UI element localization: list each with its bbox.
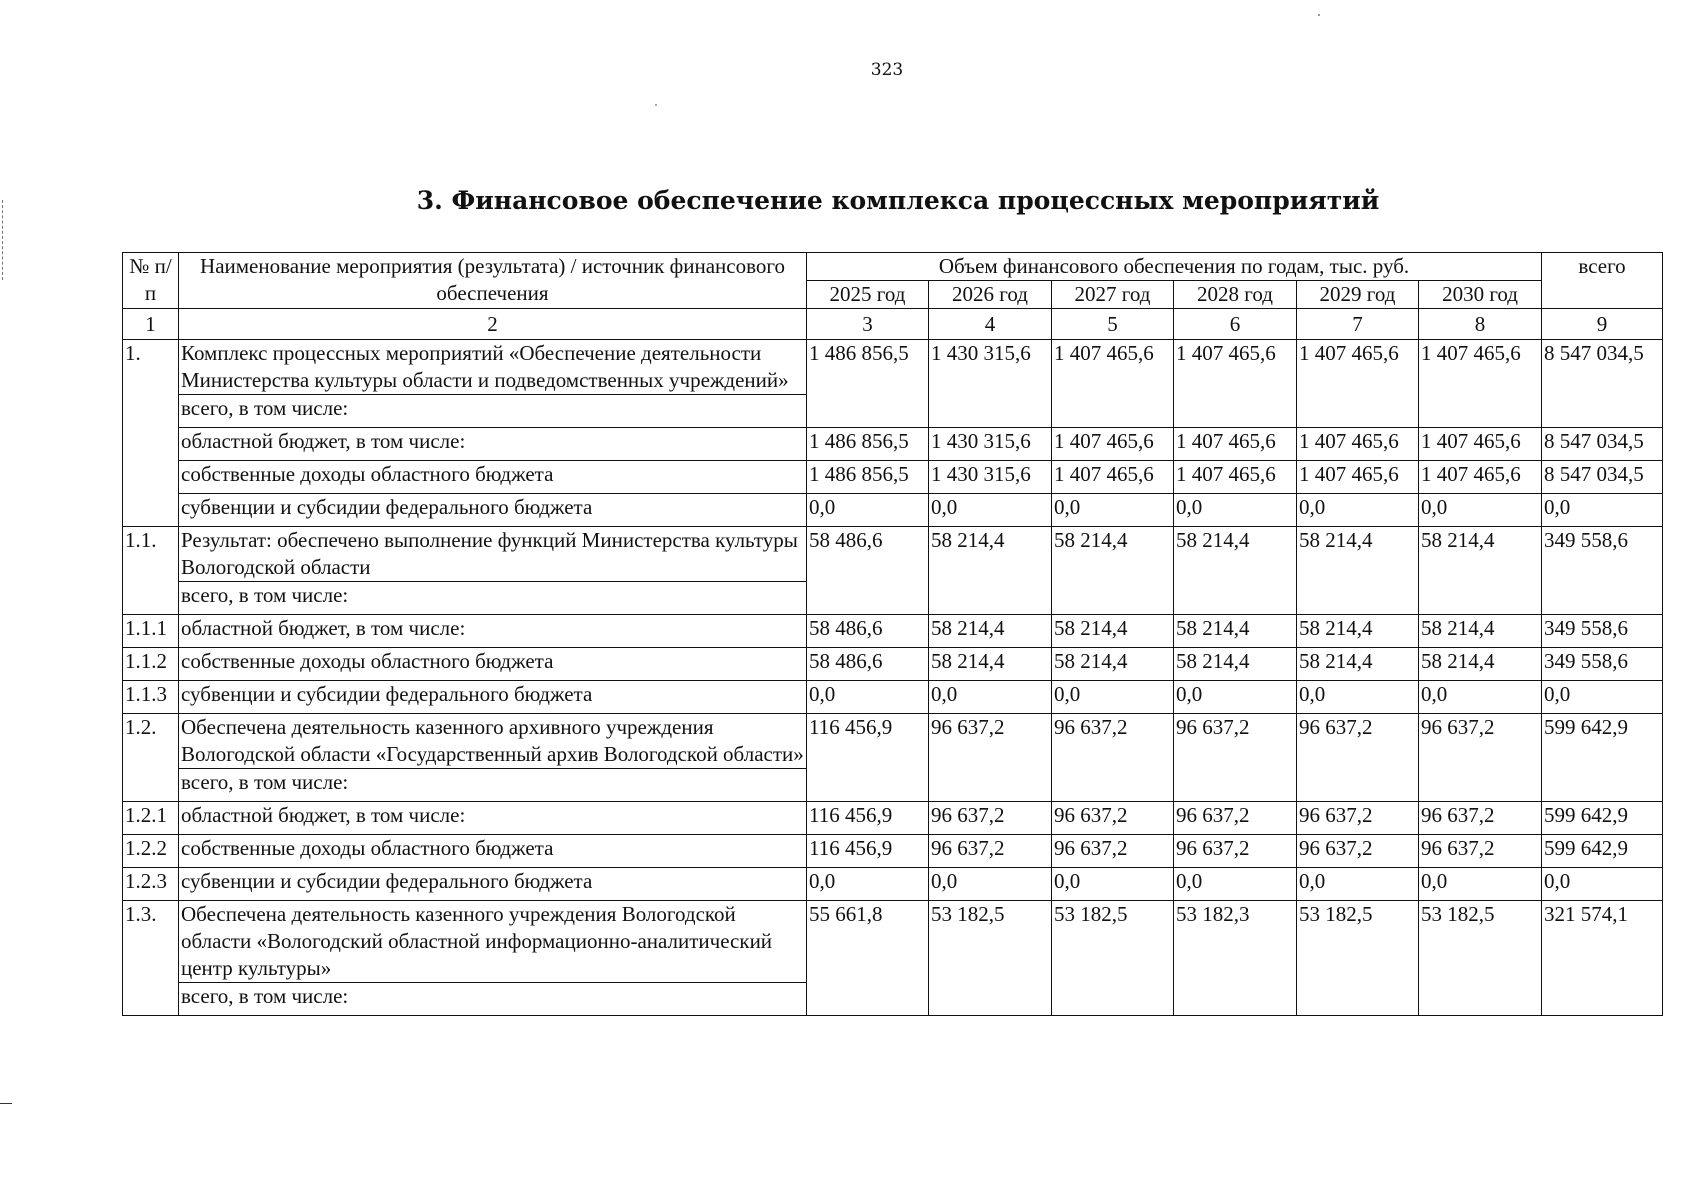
value-cell: 53 182,5 — [1297, 901, 1419, 1016]
column-number: 8 — [1419, 309, 1542, 340]
value-cell: 0,0 — [1542, 868, 1663, 901]
header-col-no: № п/п — [123, 253, 179, 309]
value-cell: 0,0 — [1297, 868, 1419, 901]
column-number: 2 — [179, 309, 807, 340]
row-number: 1.1. — [123, 527, 179, 615]
value-cell: 0,0 — [1052, 868, 1174, 901]
activity-name: Обеспечена деятельность казенного архивного учреждения Вологодской области «Государственный архив Вологодской области» — [179, 714, 807, 769]
value-cell: 0,0 — [1419, 868, 1542, 901]
value-cell: 96 637,2 — [1052, 714, 1174, 802]
value-cell: 1 407 465,6 — [1174, 428, 1297, 461]
row-number: 1.1.3 — [123, 681, 179, 714]
value-cell: 0,0 — [807, 868, 929, 901]
value-cell: 0,0 — [1174, 494, 1297, 527]
value-cell: 58 214,4 — [1419, 615, 1542, 648]
value-cell: 58 486,6 — [807, 648, 929, 681]
activity-name: Результат: обеспечено выполнение функций Министерства культуры Вологодской области — [179, 527, 807, 582]
value-cell: 58 214,4 — [1174, 527, 1297, 615]
value-cell: 116 456,9 — [807, 802, 929, 835]
value-cell: 58 214,4 — [1052, 615, 1174, 648]
value-cell: 1 407 465,6 — [1297, 428, 1419, 461]
table-row — [123, 615, 1663, 648]
value-cell: 58 486,6 — [807, 527, 929, 615]
value-cell: 58 214,4 — [1052, 527, 1174, 615]
scan-speck — [1318, 14, 1320, 16]
activity-name: Обеспечена деятельность казенного учреждения Вологодской области «Вологодский областной информационно-аналитический центр культуры» — [179, 901, 807, 983]
value-cell: 0,0 — [1297, 494, 1419, 527]
activity-name: Комплекс процессных мероприятий «Обеспечение деятельности Министерства культуры области и подведомственных учреждений» — [179, 340, 807, 395]
value-cell: 58 214,4 — [1174, 648, 1297, 681]
value-cell: 0,0 — [1542, 681, 1663, 714]
value-cell: 58 214,4 — [1419, 527, 1542, 615]
row-number: 1.1.2 — [123, 648, 179, 681]
value-cell: 96 637,2 — [1052, 802, 1174, 835]
value-cell: 0,0 — [929, 868, 1052, 901]
value-cell: 96 637,2 — [929, 835, 1052, 868]
row-number: 1.2.3 — [123, 868, 179, 901]
value-cell: 1 486 856,5 — [807, 461, 929, 494]
table-row — [123, 461, 1663, 494]
value-cell: 8 547 034,5 — [1542, 428, 1663, 461]
funding-source: субвенции и субсидии федерального бюджета — [179, 868, 807, 901]
value-cell: 0,0 — [929, 494, 1052, 527]
activity-subtitle: всего, в том числе: — [179, 582, 807, 615]
scan-speck — [655, 104, 657, 106]
value-cell: 58 214,4 — [1052, 648, 1174, 681]
row-number: 1. — [123, 340, 179, 527]
activity-subtitle: всего, в том числе: — [179, 983, 807, 1016]
group-title-row — [123, 714, 1663, 769]
value-cell: 321 574,1 — [1542, 901, 1663, 1016]
header-year: 2025 год — [807, 281, 929, 309]
value-cell: 58 214,4 — [929, 615, 1052, 648]
value-cell: 1 407 465,6 — [1174, 461, 1297, 494]
header-year: 2026 год — [929, 281, 1052, 309]
group-title-row — [123, 527, 1663, 582]
value-cell: 349 558,6 — [1542, 527, 1663, 615]
funding-source: областной бюджет, в том числе: — [179, 428, 807, 461]
section-title: 3. Финансовое обеспечение комплекса процессных мероприятий — [416, 186, 1380, 215]
group-title-row — [123, 901, 1663, 983]
header-col-total: всего — [1542, 253, 1663, 309]
value-cell: 0,0 — [1297, 681, 1419, 714]
column-number: 4 — [929, 309, 1052, 340]
value-cell: 599 642,9 — [1542, 714, 1663, 802]
value-cell: 599 642,9 — [1542, 802, 1663, 835]
value-cell: 58 214,4 — [929, 527, 1052, 615]
value-cell: 55 661,8 — [807, 901, 929, 1016]
value-cell: 1 430 315,6 — [929, 340, 1052, 428]
activity-subtitle: всего, в том числе: — [179, 395, 807, 428]
value-cell: 96 637,2 — [1419, 714, 1542, 802]
value-cell: 116 456,9 — [807, 714, 929, 802]
value-cell: 96 637,2 — [1297, 835, 1419, 868]
value-cell: 0,0 — [1174, 681, 1297, 714]
table-row — [123, 494, 1663, 527]
funding-source: областной бюджет, в том числе: — [179, 802, 807, 835]
value-cell: 96 637,2 — [1174, 714, 1297, 802]
value-cell: 1 407 465,6 — [1419, 340, 1542, 428]
value-cell: 8 547 034,5 — [1542, 461, 1663, 494]
activity-subtitle: всего, в том числе: — [179, 769, 807, 802]
header-year: 2030 год — [1419, 281, 1542, 309]
value-cell: 1 486 856,5 — [807, 340, 929, 428]
value-cell: 96 637,2 — [1052, 835, 1174, 868]
value-cell: 53 182,5 — [929, 901, 1052, 1016]
funding-source: областной бюджет, в том числе: — [179, 615, 807, 648]
table-row — [123, 428, 1663, 461]
margin-mark — [0, 1103, 12, 1104]
value-cell: 58 214,4 — [1297, 648, 1419, 681]
value-cell: 599 642,9 — [1542, 835, 1663, 868]
value-cell: 1 430 315,6 — [929, 461, 1052, 494]
value-cell: 1 407 465,6 — [1419, 461, 1542, 494]
value-cell: 58 486,6 — [807, 615, 929, 648]
value-cell: 0,0 — [807, 681, 929, 714]
table-row — [123, 868, 1663, 901]
header-year: 2027 год — [1052, 281, 1174, 309]
row-number: 1.2. — [123, 714, 179, 802]
financing-table — [122, 252, 1663, 1016]
value-cell: 1 407 465,6 — [1297, 340, 1419, 428]
value-cell: 0,0 — [807, 494, 929, 527]
value-cell: 96 637,2 — [929, 802, 1052, 835]
row-number: 1.2.1 — [123, 802, 179, 835]
value-cell: 0,0 — [1174, 868, 1297, 901]
header-col-volume: Объем финансового обеспечения по годам, тыс. руб. — [807, 253, 1542, 281]
table-body — [123, 340, 1663, 1016]
value-cell: 1 486 856,5 — [807, 428, 929, 461]
value-cell: 58 214,4 — [1297, 615, 1419, 648]
value-cell: 1 430 315,6 — [929, 428, 1052, 461]
value-cell: 96 637,2 — [1297, 714, 1419, 802]
value-cell: 0,0 — [1052, 681, 1174, 714]
funding-source: собственные доходы областного бюджета — [179, 835, 807, 868]
value-cell: 8 547 034,5 — [1542, 340, 1663, 428]
value-cell: 1 407 465,6 — [1419, 428, 1542, 461]
value-cell: 96 637,2 — [929, 714, 1052, 802]
value-cell: 0,0 — [1419, 494, 1542, 527]
header-year: 2028 год — [1174, 281, 1297, 309]
column-number: 3 — [807, 309, 929, 340]
table-row — [123, 835, 1663, 868]
value-cell: 96 637,2 — [1174, 802, 1297, 835]
value-cell: 96 637,2 — [1297, 802, 1419, 835]
column-number: 9 — [1542, 309, 1663, 340]
value-cell: 1 407 465,6 — [1052, 461, 1174, 494]
funding-source: собственные доходы областного бюджета — [179, 648, 807, 681]
funding-source: собственные доходы областного бюджета — [179, 461, 807, 494]
value-cell: 96 637,2 — [1419, 802, 1542, 835]
value-cell: 0,0 — [929, 681, 1052, 714]
column-number: 1 — [123, 309, 179, 340]
column-number: 7 — [1297, 309, 1419, 340]
table-row — [123, 681, 1663, 714]
value-cell: 0,0 — [1052, 494, 1174, 527]
header-col-name: Наименование мероприятия (результата) / источник финансового обеспечения — [179, 253, 807, 309]
header-year: 2029 год — [1297, 281, 1419, 309]
funding-source: субвенции и субсидии федерального бюджета — [179, 681, 807, 714]
table-header — [123, 253, 1663, 340]
value-cell: 58 214,4 — [1174, 615, 1297, 648]
table-row — [123, 648, 1663, 681]
row-number: 1.2.2 — [123, 835, 179, 868]
column-number: 6 — [1174, 309, 1297, 340]
value-cell: 349 558,6 — [1542, 615, 1663, 648]
value-cell: 0,0 — [1542, 494, 1663, 527]
value-cell: 53 182,3 — [1174, 901, 1297, 1016]
value-cell: 116 456,9 — [807, 835, 929, 868]
value-cell: 96 637,2 — [1174, 835, 1297, 868]
funding-source: субвенции и субсидии федерального бюджета — [179, 494, 807, 527]
row-number: 1.1.1 — [123, 615, 179, 648]
value-cell: 53 182,5 — [1052, 901, 1174, 1016]
table-row — [123, 802, 1663, 835]
value-cell: 96 637,2 — [1419, 835, 1542, 868]
value-cell: 58 214,4 — [1419, 648, 1542, 681]
value-cell: 0,0 — [1419, 681, 1542, 714]
header-column-numbers — [123, 309, 1663, 340]
value-cell: 1 407 465,6 — [1297, 461, 1419, 494]
column-number: 5 — [1052, 309, 1174, 340]
value-cell: 53 182,5 — [1419, 901, 1542, 1016]
value-cell: 1 407 465,6 — [1052, 428, 1174, 461]
value-cell: 1 407 465,6 — [1052, 340, 1174, 428]
value-cell: 58 214,4 — [1297, 527, 1419, 615]
group-title-row — [123, 340, 1663, 395]
value-cell: 349 558,6 — [1542, 648, 1663, 681]
page-number: 323 — [870, 60, 904, 80]
value-cell: 58 214,4 — [929, 648, 1052, 681]
value-cell: 1 407 465,6 — [1174, 340, 1297, 428]
row-number: 1.3. — [123, 901, 179, 1016]
